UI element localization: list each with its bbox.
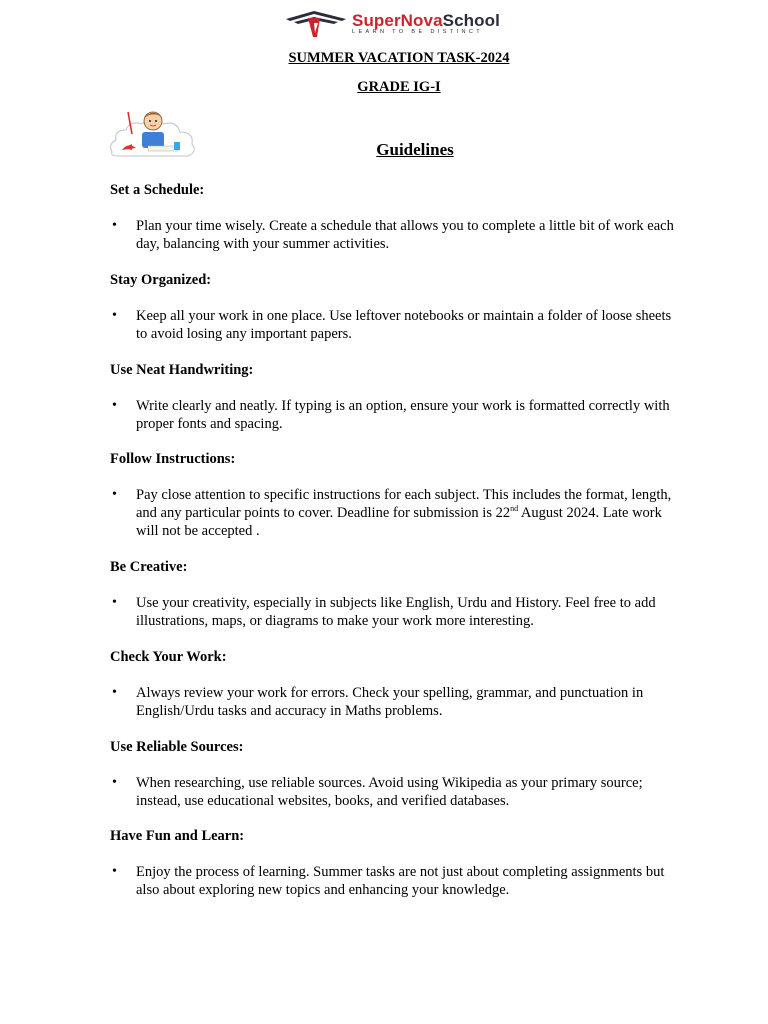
section-heading: Follow Instructions: [110, 451, 236, 467]
item-text-part: August 2024. Late work will not be accepted . [136, 505, 662, 539]
bullet-icon: • [112, 487, 117, 502]
guideline-section [110, 558, 685, 630]
guideline-section [110, 827, 685, 899]
guideline-section [110, 738, 685, 810]
section-heading: Use Neat Handwriting: [110, 362, 254, 378]
logo-word-school: School [442, 11, 500, 31]
guidelines-heading: Guidelines [376, 140, 454, 159]
list-item [110, 774, 685, 810]
logo-tagline: LEARN TO BE DISTINCT [352, 29, 484, 36]
bullet-icon: • [112, 218, 117, 233]
section-heading: Be Creative: [110, 559, 188, 575]
logo-word-supernova: SuperNova [352, 11, 443, 31]
guideline-section [110, 271, 685, 343]
item-text: When researching, use reliable sources. Avoid using Wikipedia as your primary source; instead, use educational websites, books, and verified databases. [136, 775, 643, 809]
item-text: Plan your time wisely. Create a schedule that allows you to complete a little bit of work each day, balancing with your summer activities. [136, 218, 674, 252]
bullet-icon: • [112, 595, 117, 610]
list-item [110, 397, 685, 433]
guideline-section [110, 181, 685, 253]
list-item [110, 863, 685, 899]
list-item [110, 307, 685, 343]
list-item [110, 684, 685, 720]
item-text: Keep all your work in one place. Use leftover notebooks or maintain a folder of loose sheets to avoid losing any important papers. [136, 308, 672, 342]
item-text [136, 487, 671, 539]
bullet-icon: • [112, 864, 117, 879]
item-text-part: Pay close attention to specific instructions for each subject. This includes the format, length, and any particular points to cover. Deadline for submission is 22 [136, 487, 672, 521]
section-heading: Stay Organized: [110, 272, 212, 288]
bullet-icon: • [112, 685, 117, 700]
item-text: Use your creativity, especially in subjects like English, Urdu and History. Feel free to add illustrations, maps, or diagrams to make your work more interesting. [136, 595, 656, 629]
item-text: Enjoy the process of learning. Summer tasks are not just about completing assignments but also about exploring new topics and enhancing your knowledge. [136, 864, 665, 898]
section-heading: Check Your Work: [110, 649, 227, 665]
document-title: SUMMER VACATION TASK-2024 [288, 50, 510, 66]
bullet-icon: • [112, 398, 117, 413]
section-heading: Set a Schedule: [110, 182, 205, 198]
grade-title: GRADE IG-I [357, 79, 441, 95]
guideline-section [110, 450, 685, 540]
item-text: Always review your work for errors. Check your spelling, grammar, and punctuation in English/Urdu tasks and accuracy in Maths problems. [136, 685, 644, 719]
list-item [110, 486, 685, 540]
guideline-section [110, 361, 685, 433]
logo-wordmark [352, 12, 500, 29]
section-heading: Use Reliable Sources: [110, 739, 244, 755]
supernova-logo-icon [284, 9, 348, 39]
item-text: Write clearly and neatly. If typing is an option, ensure your work is formatted correctly with proper fonts and spacing. [136, 398, 670, 432]
section-heading: Have Fun and Learn: [110, 828, 245, 844]
list-item [110, 594, 685, 630]
ordinal-suffix: nd [510, 504, 519, 514]
list-item [110, 217, 685, 253]
guideline-section [110, 648, 685, 720]
bullet-icon: • [112, 775, 117, 790]
school-logo [284, 8, 534, 40]
bullet-icon: • [112, 308, 117, 323]
